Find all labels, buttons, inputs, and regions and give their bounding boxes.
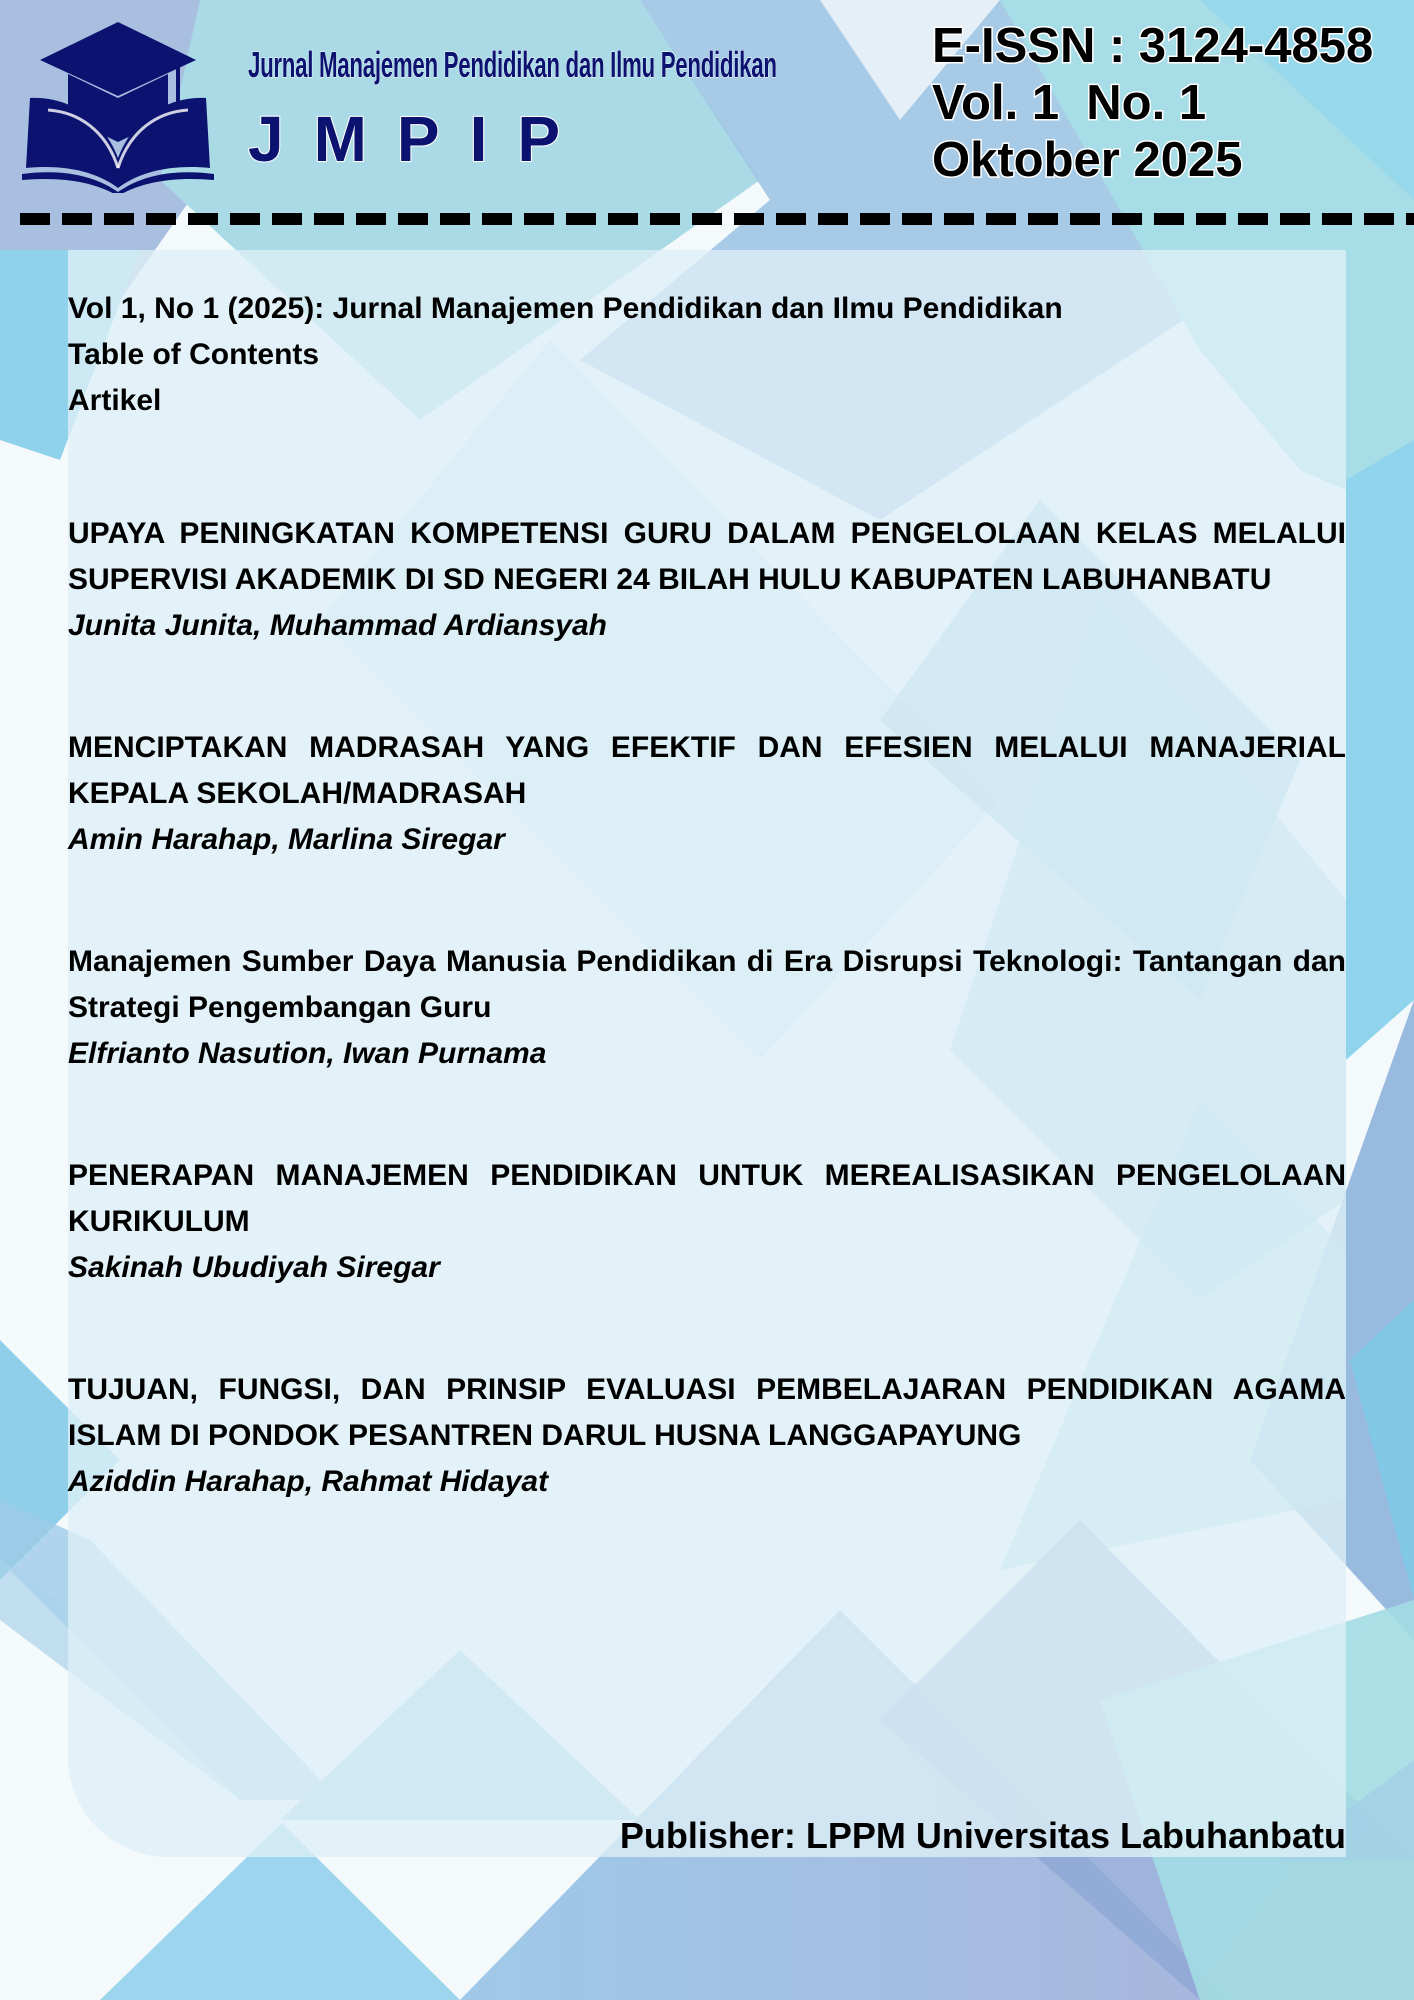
table-of-contents	[68, 286, 1346, 1581]
issn-number: E-ISSN : 3124-4858	[932, 19, 1374, 73]
article-item	[68, 1367, 1346, 1505]
article-authors: Sakinah Ubudiyah Siregar	[68, 1251, 440, 1284]
section-heading: Table of Contents	[68, 338, 320, 371]
issue-date: Oktober 2025	[932, 133, 1243, 187]
article-item	[68, 725, 1346, 863]
article-authors: Amin Harahap, Marlina Siregar	[68, 823, 505, 856]
journal-acronym: JMPIP	[248, 103, 591, 175]
article-title[interactable]: Manajemen Sumber Daya Manusia Pendidikan di Era Disrupsi Teknologi: Tantangan dan Strategi Pengembangan Guru	[68, 945, 1346, 1024]
publisher-label: Publisher: LPPM Universitas Labuhanbatu	[619, 1815, 1346, 1856]
article-title[interactable]: UPAYA PENINGKATAN KOMPETENSI GURU DALAM PENGELOLAAN KELAS MELALUI SUPERVISI AKADEMIK DI SD NEGERI 24 BILAH HULU KABUPATEN LABUHANBATU	[68, 517, 1346, 596]
article-list	[68, 511, 1346, 1505]
journal-full-name: Jurnal Manajemen Pendidikan dan Ilmu Pendidikan	[248, 44, 777, 85]
article-authors: Junita Junita, Muhammad Ardiansyah	[68, 609, 607, 642]
article-authors: Aziddin Harahap, Rahmat Hidayat	[68, 1465, 549, 1498]
article-item	[68, 1153, 1346, 1291]
article-authors: Elfrianto Nasution, Iwan Purnama	[68, 1037, 547, 1070]
article-title[interactable]: TUJUAN, FUNGSI, DAN PRINSIP EVALUASI PEMBELAJARAN PENDIDIKAN AGAMA ISLAM DI PONDOK PESANTREN DARUL HUSNA LANGGAPAYUNG	[68, 1373, 1346, 1452]
article-title[interactable]: MENCIPTAKAN MADRASAH YANG EFEKTIF DAN EFESIEN MELALUI MANAJERIAL KEPALA SEKOLAH/MADRASAH	[68, 731, 1346, 810]
article-item	[68, 939, 1346, 1077]
issn-block	[932, 18, 1373, 189]
journal-header	[0, 0, 1414, 230]
issue-heading: Vol 1, No 1 (2025): Jurnal Manajemen Pendidikan dan Ilmu Pendidikan	[68, 292, 1063, 325]
volume-number: Vol. 1 No. 1	[932, 76, 1207, 130]
article-item	[68, 511, 1346, 649]
article-title[interactable]: PENERAPAN MANAJEMEN PENDIDIKAN UNTUK MEREALISASIKAN PENGELOLAAN KURIKULUM	[68, 1159, 1346, 1238]
category-label: Artikel	[68, 384, 162, 417]
graduation-cap-book-icon	[18, 18, 218, 193]
dashed-divider	[20, 213, 1414, 225]
